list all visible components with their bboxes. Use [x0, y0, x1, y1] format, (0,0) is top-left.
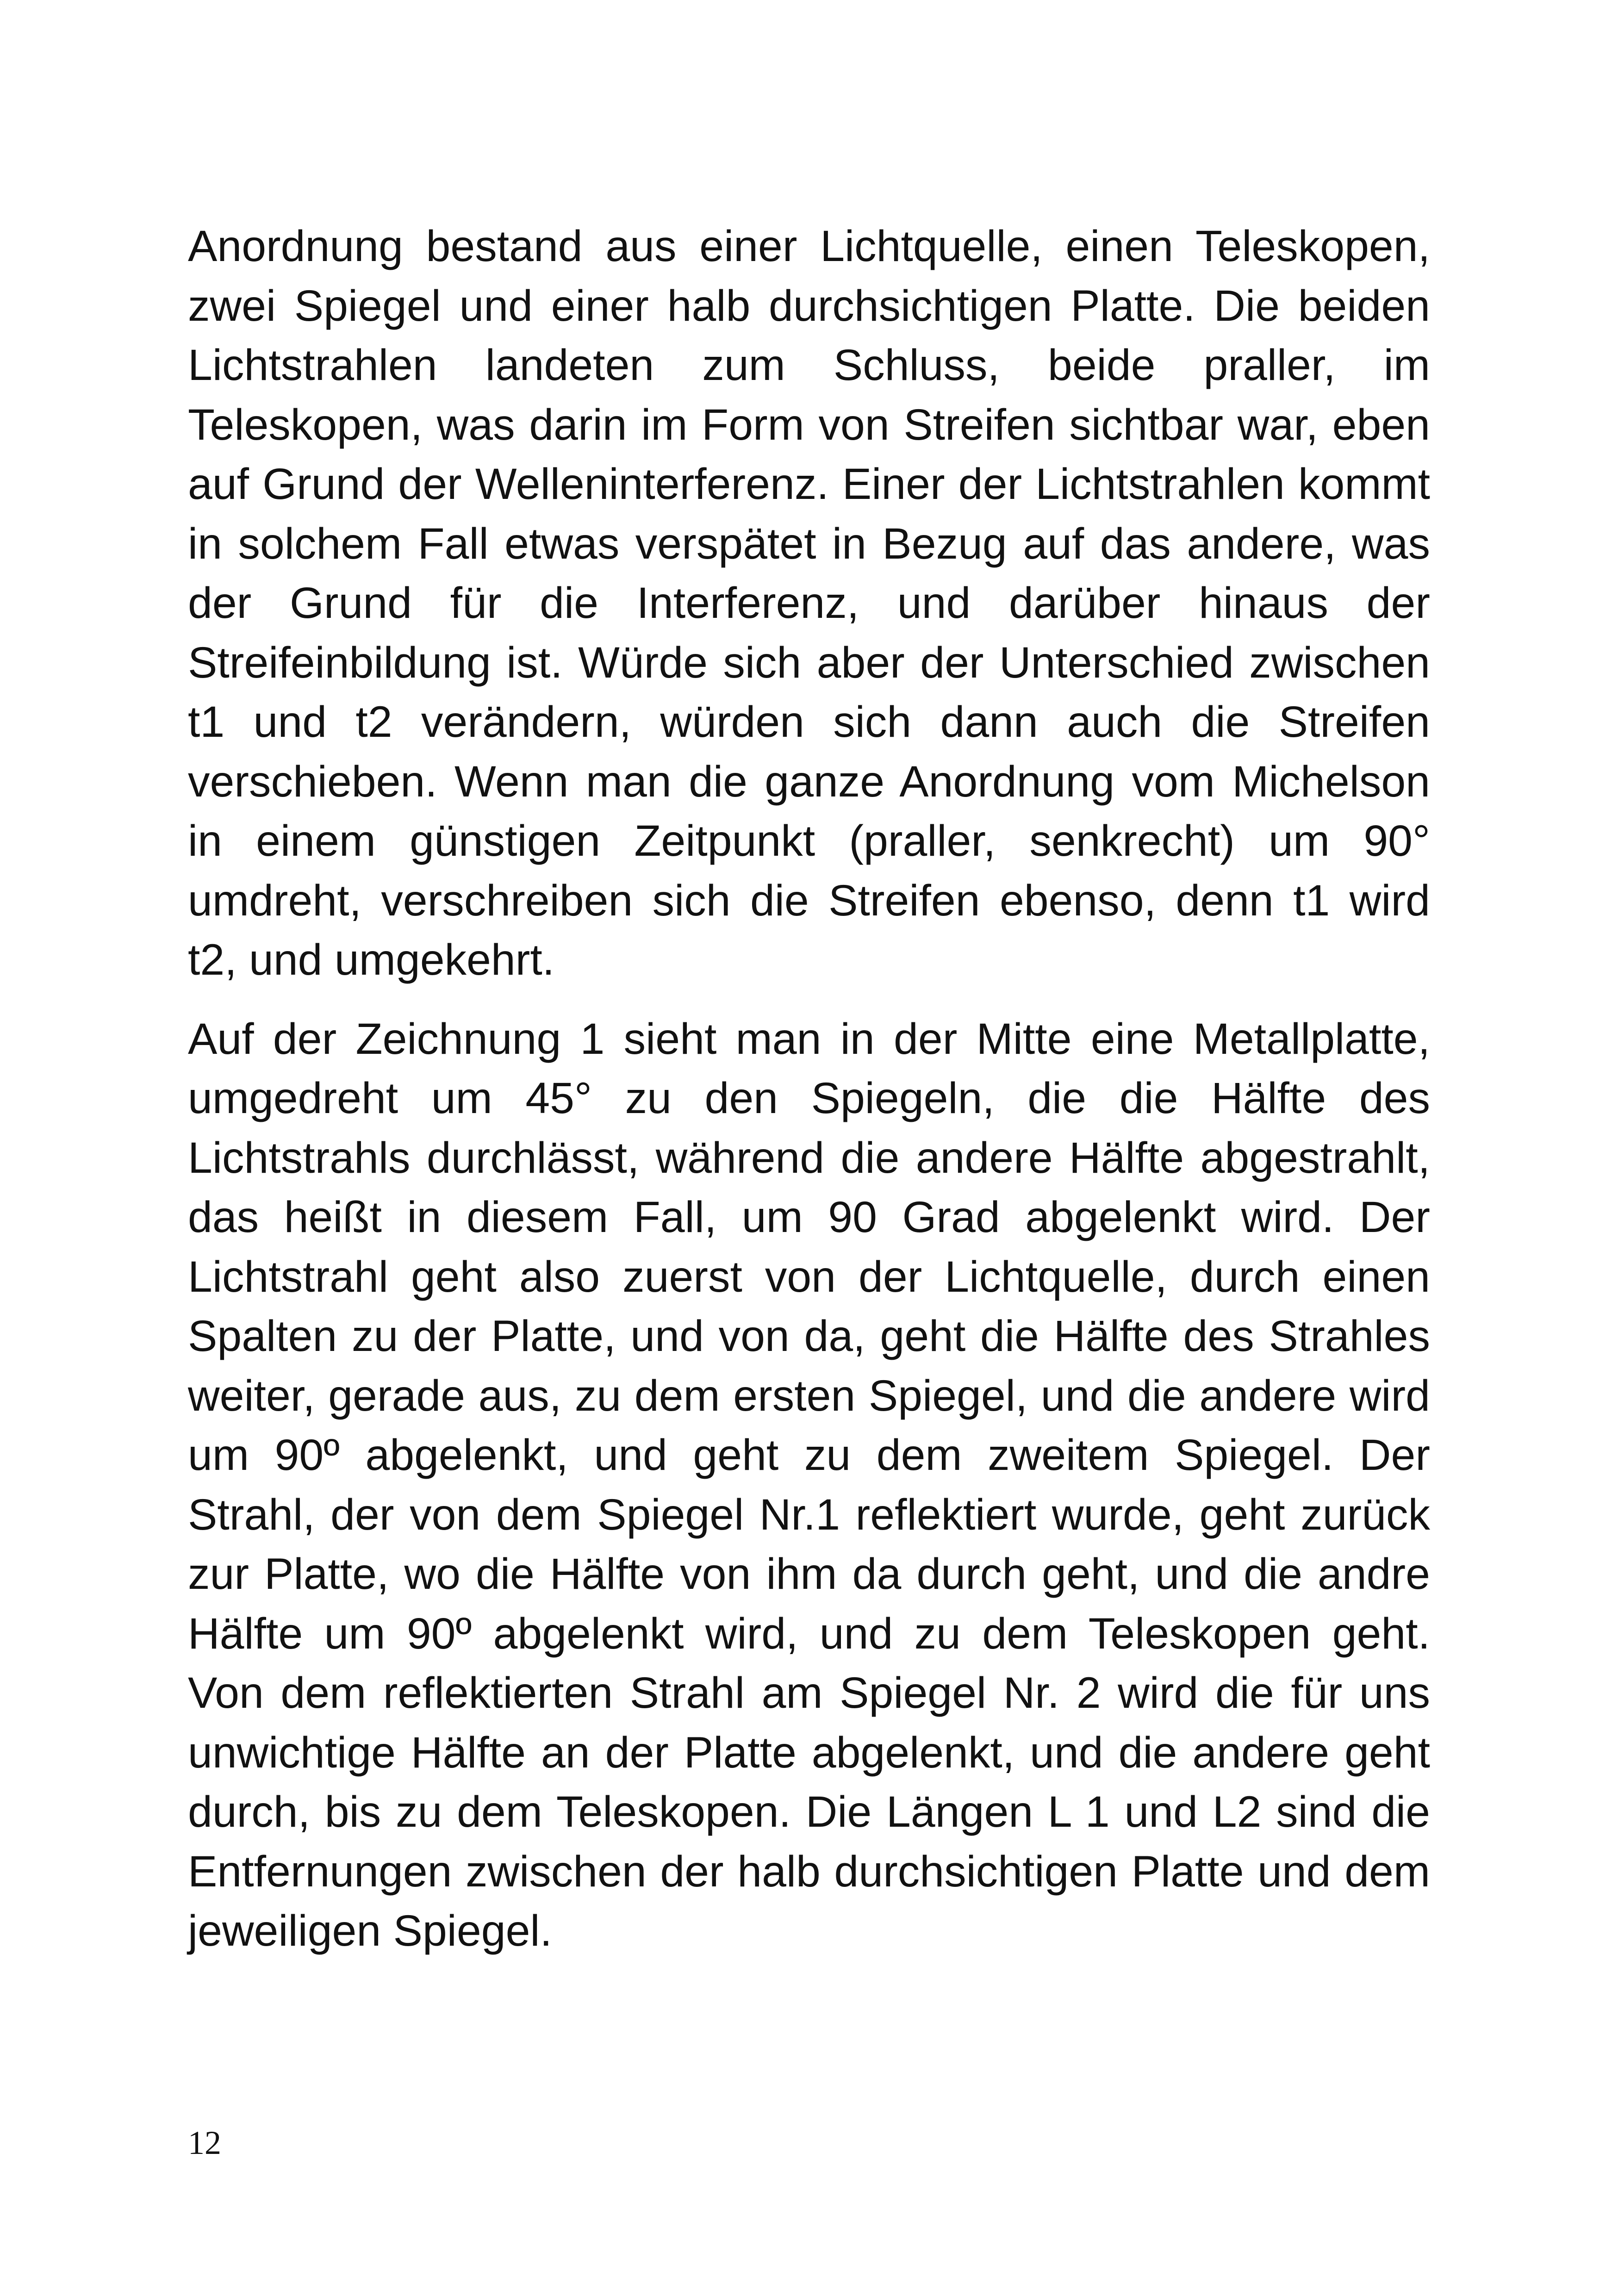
paragraph-2: Auf der Zeichnung 1 sieht man in der Mitte eine Metallplatte, umgedreht um 45° zu den Spiegeln, die die Hälfte des Lichtstrahls durchlässt, während die andere Hälfte abgestrahlt, das heißt in diesem Fall, um 90 Grad abgelenkt wird. Der Lichtstrahl geht also zuerst von der Lichtquelle, durch einen Spalten zu der Platte, und von da, geht die Hälfte des Strahles weiter, gerade aus, zu dem ersten Spiegel, und die andere wird um 90º abgelenkt, und geht zu dem zweitem Spiegel. Der Strahl, der von dem Spiegel Nr.1 reflektiert wurde, geht zurück zur Platte, wo die Hälfte von ihm da durch geht, und die andre Hälfte um 90º abgelenkt wird, und zu dem Teleskopen geht. Von dem reflektierten Strahl am Spiegel Nr. 2 wird die für uns unwichtige Hälfte an der Platte abgelenkt, und die andere geht durch, bis zu dem Teleskopen. Die Längen L 1 und L2 sind die Entfernungen zwischen der halb durchsichtigen Platte und dem jeweiligen Spiegel.	[188, 1014, 1430, 1955]
page-number: 12	[188, 2124, 221, 2161]
paragraph-1: Anordnung bestand aus einer Lichtquelle, einen Teleskopen, zwei Spiegel und einer halb durchsichtigen Platte. Die beiden Lichtstrahlen landeten zum Schluss, beide praller, im Teleskopen, was darin im Form von Streifen sichtbar war, eben auf Grund der Welleninterferenz. Einer der Lichtstrahlen kommt in solchem Fall etwas verspätet in Bezug auf das andere, was der Grund für die Interferenz, und darüber hinaus der Streifeinbildung ist. Würde sich aber der Unterschied zwischen t1 und t2 verändern, würden sich dann auch die Streifen verschieben. Wenn man die ganze Anordnung vom Michelson in einem günstigen Zeitpunkt (praller, senkrecht) um 90° umdreht, verschreiben sich die Streifen ebenso, denn t1 wird t2, und umgekehrt.	[188, 222, 1430, 984]
body-text	[188, 217, 1430, 1961]
